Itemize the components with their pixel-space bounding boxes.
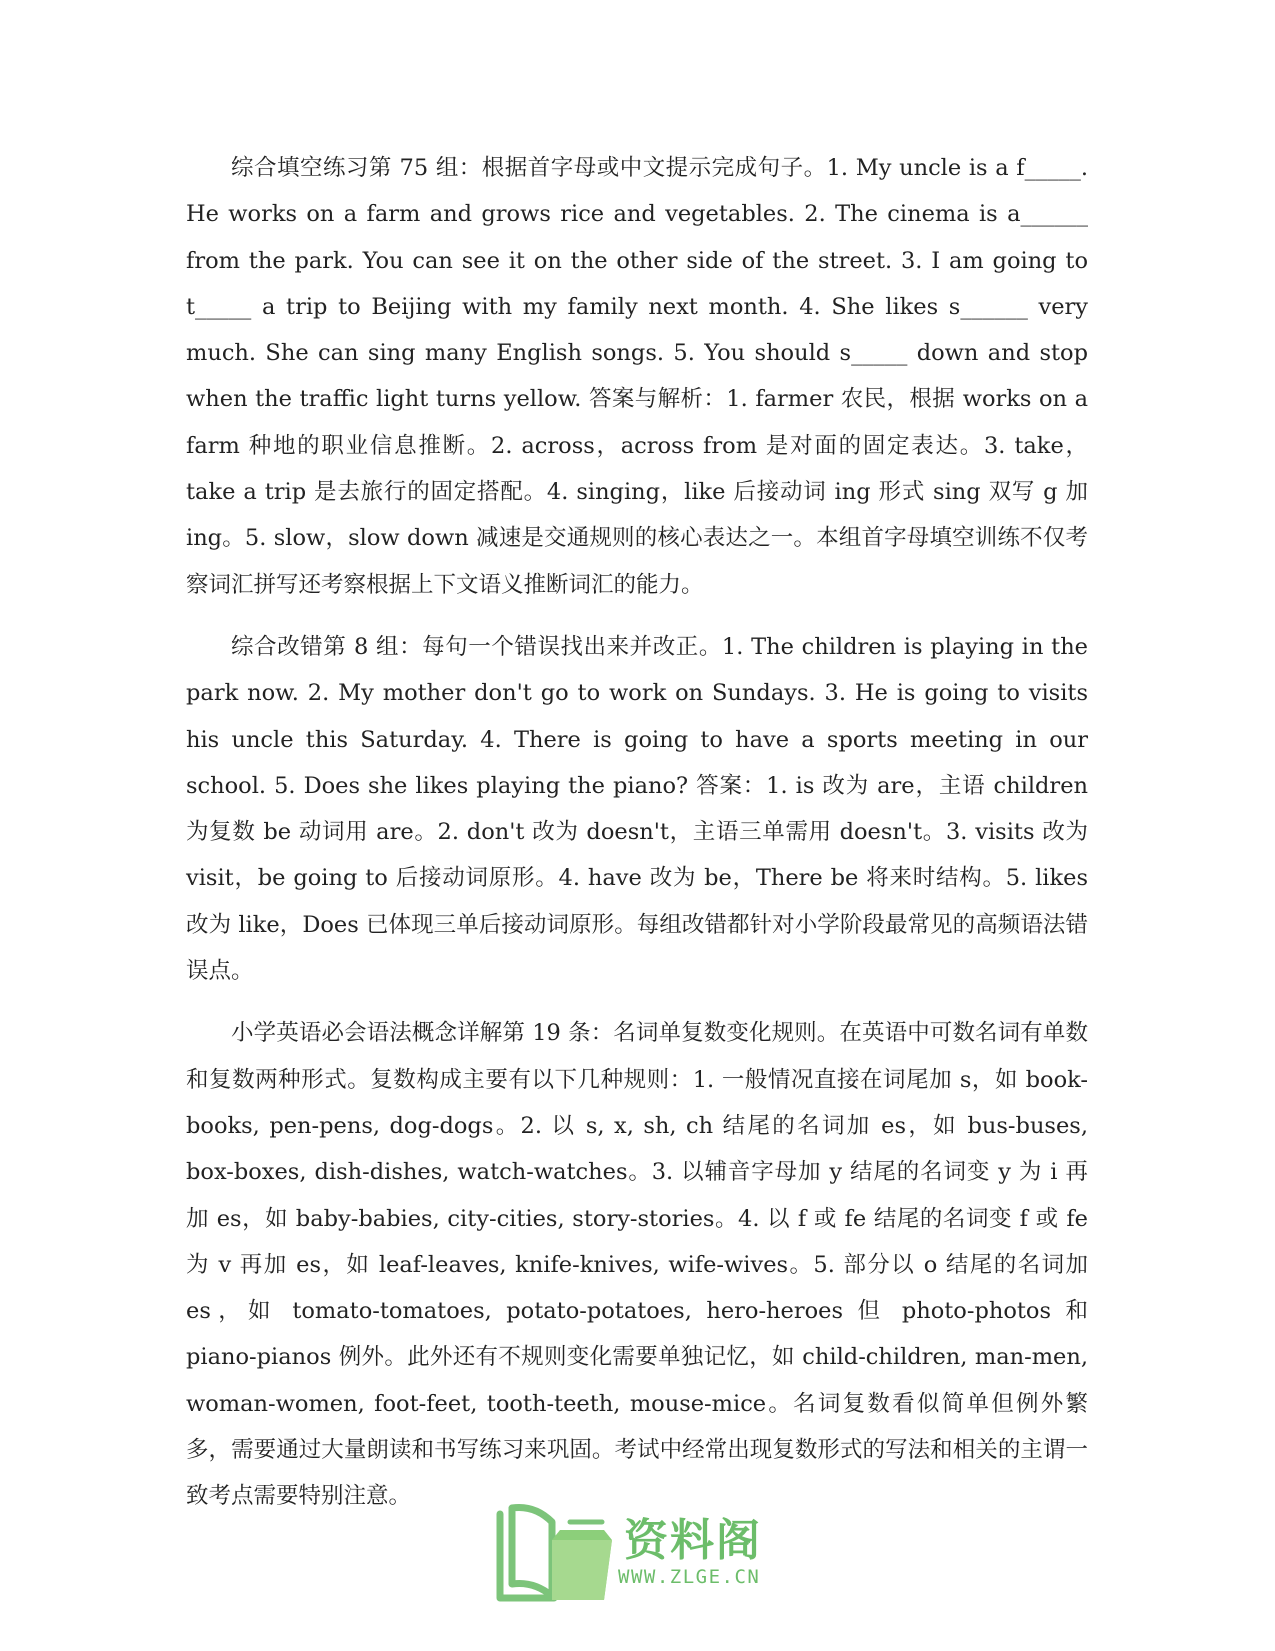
document-body [186, 145, 1088, 1536]
watermark-url: WWW.ZLGE.CN [618, 1566, 761, 1588]
watermark-logo [492, 1500, 792, 1605]
paragraph-grammar-plural-rules: 小学英语必会语法概念详解第 19 条：名词单复数变化规则。在英语中可数名词有单数和复数两种形式。复数构成主要有以下几种规则：1. 一般情况直接在词尾加 s，如 book-books, pen-pens, dog-dogs。2. 以 s, x, sh, ch 结尾的名词加 es，如 bus-buses, box-boxes, dish-dishes, watch-watches。3. 以辅音字母加 y 结尾的名词变 y 为 i 再加 es，如 baby-babies, city-cities, story-stories。4. 以 f 或 fe 结尾的名词变 f 或 fe 为 v 再加 es，如 leaf-leaves, knife-knives, wife-wives。5. 部分以 o 结尾的名词加 es，如 tomato-tomatoes, potato-potatoes, hero-heroes 但 photo-photos 和 piano-pianos 例外。此外还有不规则变化需要单独记忆，如 child-children, man-men, woman-women, foot-feet, tooth-teeth, mouse-mice。名词复数看似简单但例外繁多，需要通过大量朗读和书写练习来巩固。考试中经常出现复数形式的写法和相关的主谓一致考点需要特别注意。 [186, 1020, 1088, 1510]
paragraph-fill-in-blank-exercise: 综合填空练习第 75 组：根据首字母或中文提示完成句子。1. My uncle is a f_____. He works on a farm and grows rice and vegetables. 2. The cinema is a______ from the park. You can see it on the other side of the street. 3. I am going to t_____ a trip to Beijing with my family next month. 4. She likes s______ very much. She can sing many English songs. 5. You should s_____ down and stop when the traffic light turns yellow. 答案与解析：1. farmer 农民，根据 works on a farm 种地的职业信息推断。2. across，across from 是对面的固定表达。3. take，take a trip 是去旅行的固定搭配。4. singing，like 后接动词 ing 形式 sing 双写 g 加 ing。5. slow，slow down 减速是交通规则的核心表达之一。本组首字母填空训练不仅考察词汇拼写还考察根据上下文语义推断词汇的能力。 [186, 155, 1088, 598]
book-folder-icon [492, 1500, 617, 1605]
watermark-name: 资料阁 [624, 1515, 762, 1566]
paragraph-error-correction-exercise: 综合改错第 8 组：每句一个错误找出来并改正。1. The children is playing in the park now. 2. My mother don't go to work on Sundays. 3. He is going to visits his uncle this Saturday. 4. There is going to have a sports meeting in our school. 5. Does she likes playing the piano? 答案：1. is 改为 are，主语 children 为复数 be 动词用 are。2. don't 改为 doesn't，主语三单需用 doesn't。3. visits 改为 visit，be going to 后接动词原形。4. have 改为 be，There be 将来时结构。5. likes 改为 like，Does 已体现三单后接动词原形。每组改错都针对小学阶段最常见的高频语法错误点。 [186, 633, 1088, 985]
